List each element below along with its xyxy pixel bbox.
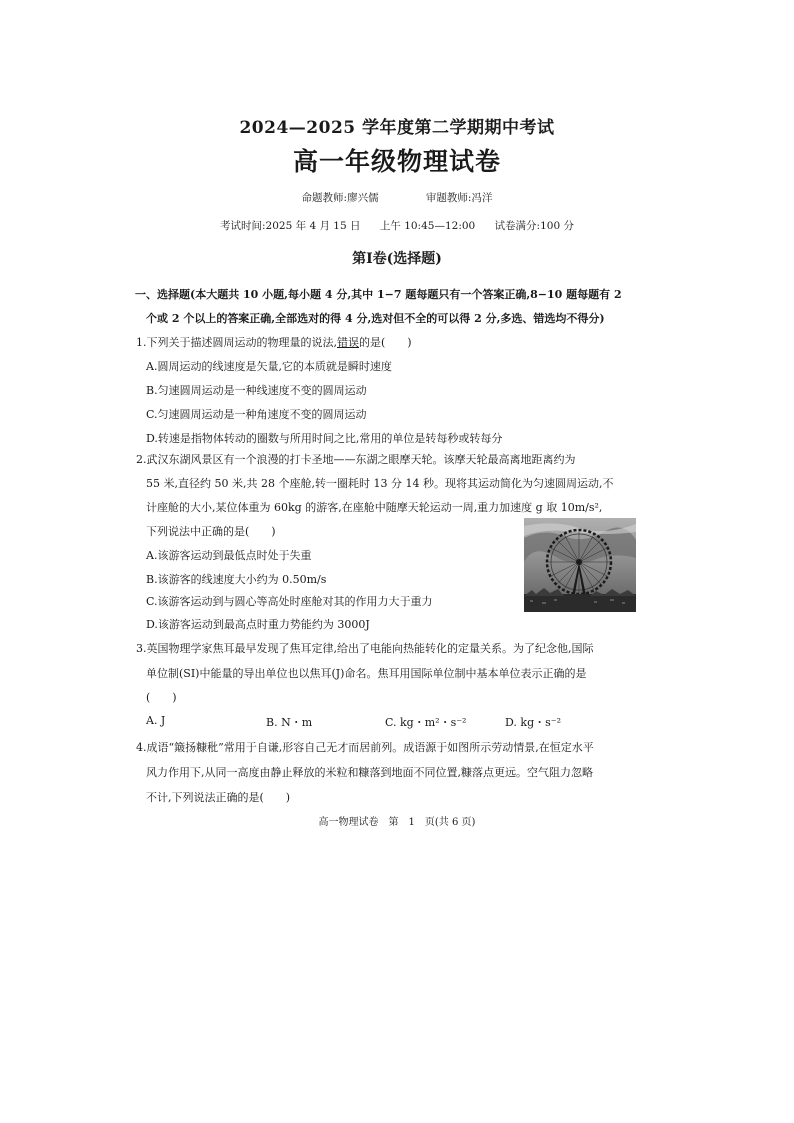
q3-option-a: A. J — [146, 714, 166, 727]
q2-option-b: B.该游客的线速度大小约为 0.50m/s — [146, 573, 327, 586]
q4-stem-line-3: 不计,下列说法正确的是( ) — [146, 791, 291, 804]
q1-stem-emphasis: 错误 — [337, 336, 359, 349]
ferris-wheel-photo — [524, 518, 636, 612]
q3-stem-line-2: 单位制(SI)中能量的导出单位也以焦耳(J)命名。焦耳用国际单位制中基本单位表示正确的是 — [146, 667, 587, 680]
q1-option-a: A.圆周运动的线速度是矢量,它的本质就是瞬时速度 — [146, 360, 392, 373]
q1-option-c: C.匀速圆周运动是一种角速度不变的圆周运动 — [146, 408, 367, 421]
q3-option-b: B. N・m — [266, 716, 313, 729]
q2-stem-line-1: 2.武汉东湖风景区有一个浪漫的打卡圣地——东湖之眼摩天轮。该摩天轮最高离地距离约为 — [136, 453, 576, 466]
reviewer-label: 审题教师:冯洋 — [425, 192, 493, 204]
q2-option-d: D.该游客运动到最高点时重力势能约为 3000J — [146, 618, 370, 631]
q1-stem — [136, 334, 412, 350]
exam-period: 上午 10:45—12:00 — [379, 220, 476, 232]
section-instructions-line-2: 个或 2 个以上的答案正确,全部选对的得 4 分,选对但不全的可以得 2 分,多选、错选均不得分) — [146, 312, 605, 325]
q2-option-a: A.该游客运动到最低点时处于失重 — [146, 549, 312, 562]
q3-option-d: D. kg・s⁻² — [505, 716, 561, 729]
q1-stem-prefix: 1.下列关于描述圆周运动的物理量的说法, — [136, 336, 337, 349]
q4-stem-line-2: 风力作用下,从同一高度由静止释放的米粒和糠落到地面不同位置,糠落点更远。空气阻力忽略 — [146, 766, 593, 779]
q3-stem-line-3: ( ) — [146, 691, 177, 704]
q1-option-d: D.转速是指物体转动的圈数与所用时间之比,常用的单位是转每秒或转每分 — [146, 432, 503, 445]
section-title: 第Ⅰ卷(选择题) — [352, 251, 442, 267]
q3-option-c: C. kg・m²・s⁻² — [385, 716, 467, 729]
section-instructions-line-1: 一、选择题(本大题共 10 小题,每小题 4 分,其中 1−7 题每题只有一个答案正确,8−10 题每题有 2 — [135, 288, 622, 301]
setter-label: 命题教师:廖兴儒 — [301, 192, 379, 204]
q2-stem-line-2: 55 米,直径约 50 米,共 28 个座舱,转一圈耗时 13 分 14 秒。现将其运动简化为匀速圆周运动,不 — [146, 477, 614, 490]
paper-title: 高一年级物理试卷 — [292, 147, 501, 176]
q1-stem-suffix: 的是( ) — [359, 336, 412, 349]
q2-stem-line-4: 下列说法中正确的是( ) — [146, 525, 276, 538]
exam-title: 2024—2025 学年度第二学期期中考试 — [239, 118, 555, 138]
q1-option-b: B.匀速圆周运动是一种线速度不变的圆周运动 — [146, 384, 367, 397]
q4-stem-line-1: 4.成语“簸扬糠秕”常用于自谦,形容自己无才而居前列。成语源于如图所示劳动情景,在恒定水平 — [136, 741, 594, 754]
page-footer: 高一物理试卷 第 1 页(共 6 页) — [318, 817, 476, 828]
teachers-line — [0, 190, 794, 205]
q2-option-c: C.该游客运动到与圆心等高处时座舱对其的作用力大于重力 — [146, 595, 433, 608]
full-score: 试卷满分:100 分 — [494, 220, 574, 232]
q3-stem-line-1: 3.英国物理学家焦耳最早发现了焦耳定律,给出了电能向热能转化的定量关系。为了纪念他,国际 — [136, 642, 594, 655]
q2-stem-line-3: 计座舱的大小,某位体重为 60kg 的游客,在座舱中随摩天轮运动一周,重力加速度 g 取 10m/s², — [146, 501, 603, 514]
exam-info-line — [0, 218, 794, 233]
exam-time: 考试时间:2025 年 4 月 15 日 — [220, 220, 361, 232]
